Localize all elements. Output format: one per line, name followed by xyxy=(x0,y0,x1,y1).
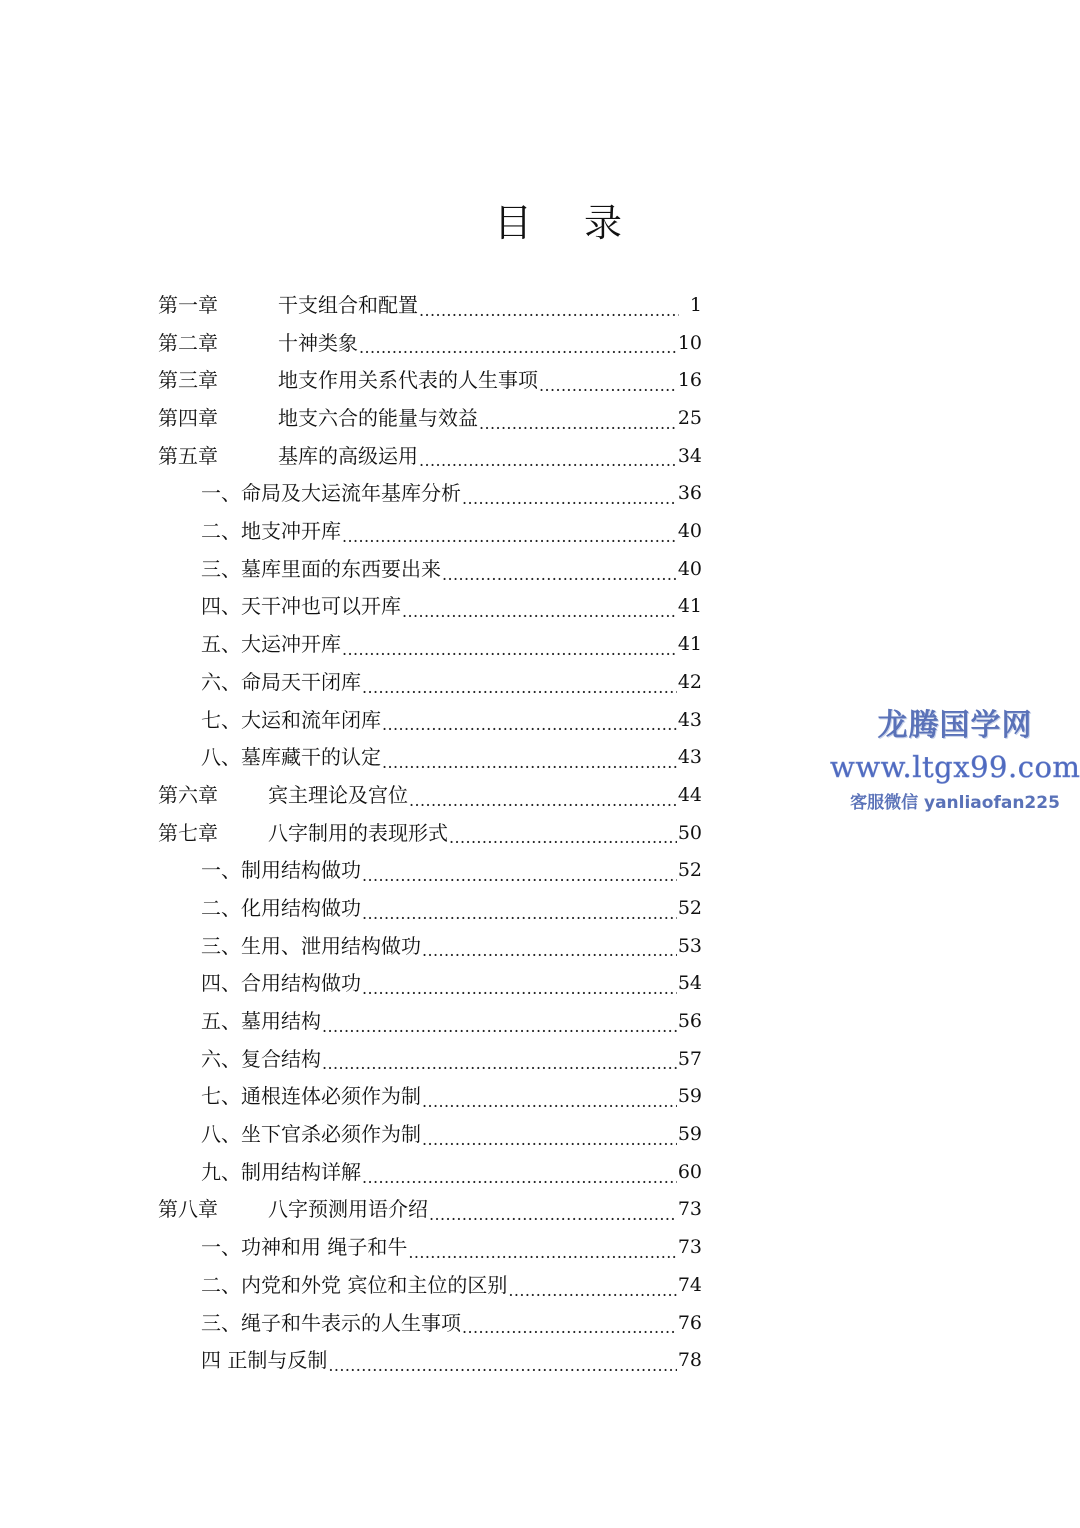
toc-entry-title: 基库的高级运用 xyxy=(278,443,418,468)
toc-chapter-number: 第五章 xyxy=(158,443,218,468)
toc-page-number: 43 xyxy=(677,708,702,731)
toc-page-number: 34 xyxy=(677,444,702,467)
toc-dot-leader xyxy=(422,1116,677,1154)
watermark xyxy=(830,700,1080,813)
toc-section-row xyxy=(158,1305,702,1343)
toc-dot-leader xyxy=(462,1305,677,1343)
toc-dot-leader xyxy=(382,702,677,740)
toc-entry-title: 五、大运冲开库 xyxy=(201,632,341,657)
toc-section-row xyxy=(158,1229,702,1267)
toc-entry-title: 二、内党和外党 宾位和主位的区别 xyxy=(201,1272,508,1297)
toc-entry-title: 地支六合的能量与效益 xyxy=(278,406,478,431)
toc-dot-leader xyxy=(362,852,677,890)
toc-section-row xyxy=(158,739,702,777)
toc-page-number: 10 xyxy=(677,331,702,354)
toc-section-row xyxy=(158,513,702,551)
toc-page-number: 59 xyxy=(677,1123,702,1146)
toc-dot-leader xyxy=(359,325,677,363)
toc-dot-leader xyxy=(322,1003,677,1041)
toc-section-row xyxy=(158,626,702,664)
toc-dot-leader xyxy=(479,400,677,438)
toc-dot-leader xyxy=(362,965,677,1003)
toc-page-number: 73 xyxy=(677,1198,702,1221)
toc-page-number: 76 xyxy=(677,1311,702,1334)
toc-dot-leader xyxy=(322,1041,677,1079)
toc-chapter-row xyxy=(158,325,702,363)
toc-dot-leader xyxy=(422,928,677,966)
table-of-contents xyxy=(158,287,702,1380)
toc-section-row xyxy=(158,475,702,513)
toc-entry-title: 干支组合和配置 xyxy=(278,292,418,317)
toc-dot-leader xyxy=(429,1192,677,1230)
toc-dot-leader xyxy=(342,626,677,664)
toc-chapter-number: 第八章 xyxy=(158,1197,218,1222)
toc-section-row xyxy=(158,928,702,966)
toc-section-row xyxy=(158,551,702,589)
toc-entry-title: 八字预测用语介绍 xyxy=(268,1197,428,1222)
toc-page-number: 25 xyxy=(677,407,702,430)
toc-section-row xyxy=(158,890,702,928)
toc-entry-title: 二、化用结构做功 xyxy=(201,895,361,920)
toc-section-row xyxy=(158,1154,702,1192)
toc-dot-leader xyxy=(342,513,677,551)
toc-page-number: 36 xyxy=(677,482,702,505)
toc-entry-title: 七、通根连体必须作为制 xyxy=(201,1084,421,1109)
toc-chapter-number: 第一章 xyxy=(158,292,218,317)
toc-page-number: 41 xyxy=(677,633,702,656)
toc-dot-leader xyxy=(539,362,677,400)
toc-entry-title: 九、制用结构详解 xyxy=(201,1159,361,1184)
toc-entry-title: 三、生用、泄用结构做功 xyxy=(201,933,421,958)
toc-entry-title: 四、合用结构做功 xyxy=(201,971,361,996)
toc-entry-title: 三、墓库里面的东西要出来 xyxy=(201,556,441,581)
toc-dot-leader xyxy=(422,1078,677,1116)
toc-entry-title: 四 正制与反制 xyxy=(201,1348,328,1373)
toc-section-row xyxy=(158,965,702,1003)
toc-page-number: 50 xyxy=(677,821,702,844)
toc-page-number: 43 xyxy=(677,746,702,769)
toc-chapter-row xyxy=(158,777,702,815)
toc-page-number: 73 xyxy=(677,1236,702,1259)
page-title xyxy=(0,192,1080,247)
toc-page-number: 16 xyxy=(677,369,702,392)
toc-chapter-row xyxy=(158,287,702,325)
toc-dot-leader xyxy=(328,1342,676,1380)
toc-entry-title: 四、天干冲也可以开库 xyxy=(201,594,401,619)
title-char-2: 录 xyxy=(584,201,623,245)
toc-dot-leader xyxy=(419,287,679,325)
toc-entry-title: 八、墓库藏干的认定 xyxy=(201,745,381,770)
watermark-site-name: 龙腾国学网 xyxy=(877,708,1033,743)
toc-entry-title: 二、地支冲开库 xyxy=(201,519,341,544)
toc-page-number: 44 xyxy=(677,783,702,806)
toc-entry-title: 宾主理论及宫位 xyxy=(268,782,408,807)
toc-page-number: 52 xyxy=(677,896,702,919)
title-char-1: 目 xyxy=(493,201,532,245)
toc-page-number: 1 xyxy=(689,293,702,316)
toc-section-row xyxy=(158,1078,702,1116)
toc-dot-leader xyxy=(402,589,677,627)
toc-dot-leader xyxy=(462,475,677,513)
toc-section-row xyxy=(158,702,702,740)
toc-chapter-number: 第六章 xyxy=(158,782,218,807)
toc-chapter-number: 第三章 xyxy=(158,368,218,393)
toc-dot-leader xyxy=(449,815,677,853)
toc-chapter-number: 第二章 xyxy=(158,330,218,355)
toc-section-row xyxy=(158,1267,702,1305)
toc-entry-title: 八字制用的表现形式 xyxy=(268,820,448,845)
toc-section-row xyxy=(158,589,702,627)
toc-dot-leader xyxy=(442,551,677,589)
toc-dot-leader xyxy=(362,890,677,928)
toc-page-number: 60 xyxy=(677,1160,702,1183)
toc-chapter-row xyxy=(158,1192,702,1230)
toc-page-number: 52 xyxy=(677,859,702,882)
toc-section-row xyxy=(158,664,702,702)
toc-entry-title: 七、大运和流年闭库 xyxy=(201,707,381,732)
toc-page-number: 78 xyxy=(677,1349,702,1372)
toc-page-number: 57 xyxy=(677,1047,702,1070)
toc-chapter-number: 第四章 xyxy=(158,406,218,431)
toc-entry-title: 一、制用结构做功 xyxy=(201,858,361,883)
toc-section-row xyxy=(158,1116,702,1154)
toc-section-row xyxy=(158,1041,702,1079)
toc-entry-title: 五、墓用结构 xyxy=(201,1009,321,1034)
toc-section-row xyxy=(158,1342,702,1380)
toc-page-number: 40 xyxy=(677,557,702,580)
toc-dot-leader xyxy=(408,1229,676,1267)
toc-page-number: 74 xyxy=(677,1273,702,1296)
toc-chapter-row xyxy=(158,400,702,438)
toc-entry-title: 六、命局天干闭库 xyxy=(201,669,361,694)
toc-page-number: 40 xyxy=(677,520,702,543)
toc-section-row xyxy=(158,852,702,890)
toc-page-number: 42 xyxy=(677,670,702,693)
toc-dot-leader xyxy=(409,777,677,815)
toc-page-number: 41 xyxy=(677,595,702,618)
toc-chapter-row xyxy=(158,438,702,476)
watermark-contact: 客服微信 yanliaofan225 xyxy=(850,793,1060,813)
toc-page-number: 53 xyxy=(677,934,702,957)
toc-page-number: 59 xyxy=(677,1085,702,1108)
toc-entry-title: 三、绳子和牛表示的人生事项 xyxy=(201,1310,461,1335)
toc-entry-title: 十神类象 xyxy=(278,330,358,355)
toc-entry-title: 一、命局及大运流年基库分析 xyxy=(201,481,461,506)
toc-dot-leader xyxy=(362,1154,677,1192)
toc-dot-leader xyxy=(508,1267,676,1305)
toc-page-number: 56 xyxy=(677,1010,702,1033)
watermark-url: www.ltgx99.com xyxy=(830,750,1080,784)
toc-section-row xyxy=(158,1003,702,1041)
toc-entry-title: 地支作用关系代表的人生事项 xyxy=(278,368,538,393)
toc-chapter-row xyxy=(158,815,702,853)
toc-entry-title: 八、坐下官杀必须作为制 xyxy=(201,1122,421,1147)
toc-entry-title: 六、复合结构 xyxy=(201,1046,321,1071)
toc-page-number: 54 xyxy=(677,972,702,995)
toc-dot-leader xyxy=(419,438,677,476)
toc-dot-leader xyxy=(382,739,677,777)
toc-chapter-number: 第七章 xyxy=(158,820,218,845)
toc-entry-title: 一、功神和用 绳子和牛 xyxy=(201,1235,408,1260)
toc-chapter-row xyxy=(158,362,702,400)
toc-dot-leader xyxy=(362,664,677,702)
